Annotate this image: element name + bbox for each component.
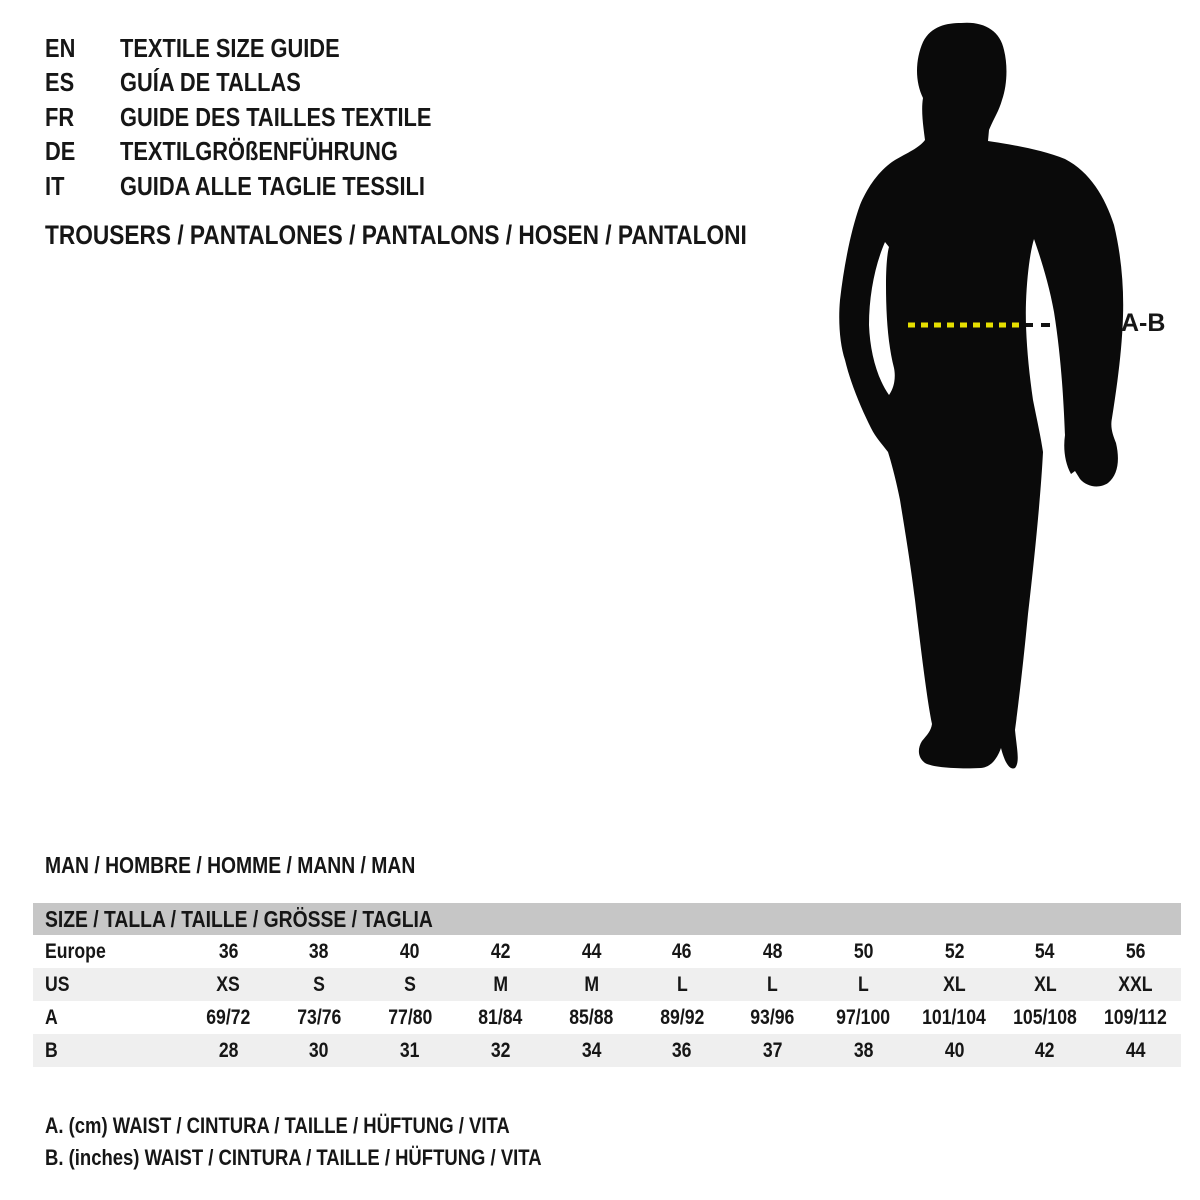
product-heading: TROUSERS / PANTALONES / PANTALONS / HOSEN / PANTALONI (45, 220, 747, 250)
size-table (33, 903, 1181, 1067)
table-cell: 109/112 (1104, 1005, 1168, 1029)
table-cell: 101/104 (922, 1005, 987, 1029)
language-code: FR (45, 101, 75, 132)
row-label: B (45, 1038, 58, 1062)
table-cell: XS (216, 972, 241, 996)
language-label: TEXTILE SIZE GUIDE (120, 32, 340, 63)
table-cell: 73/76 (297, 1005, 342, 1029)
table-cell: L (676, 972, 688, 996)
man-silhouette (839, 23, 1123, 769)
footnote-a: A. (cm) WAIST / CINTURA / TAILLE / HÜFTUNG / VITA (45, 1113, 510, 1138)
table-cell: M (493, 972, 508, 996)
footnote-b: B. (inches) WAIST / CINTURA / TAILLE / HÜFTUNG / VITA (45, 1145, 542, 1170)
table-cell: 36 (218, 939, 239, 963)
table-cell: M (583, 972, 599, 996)
table-cell: XL (1033, 972, 1057, 996)
language-row-de (45, 135, 491, 170)
table-row-us (33, 968, 1181, 1001)
table-cell: 44 (1125, 1038, 1146, 1062)
table-cell: L (858, 972, 869, 996)
table-cell: S (313, 972, 325, 996)
table-row-b-inches (33, 1034, 1181, 1067)
measure-label: A-B (1121, 309, 1166, 337)
language-row-fr (45, 100, 491, 135)
table-cell: 30 (309, 1038, 329, 1062)
table-cell: 28 (218, 1038, 239, 1062)
table-cell: 81/84 (478, 1005, 523, 1029)
table-cell: 105/108 (1013, 1005, 1077, 1029)
table-cell: 50 (853, 939, 874, 963)
table-cell: 38 (309, 939, 329, 963)
table-cell: 56 (1125, 939, 1146, 963)
table-cell: 48 (762, 939, 783, 963)
table-cell: S (403, 972, 416, 996)
table-cell: 34 (581, 1038, 602, 1062)
language-row-en (45, 31, 491, 66)
language-row-it (45, 169, 491, 204)
table-cell: 40 (400, 939, 420, 963)
table-cell: 69/72 (206, 1005, 251, 1029)
table-cell: 52 (944, 939, 965, 963)
language-code: ES (45, 67, 75, 98)
table-cell: 89/92 (659, 1005, 705, 1029)
table-cell: 40 (944, 1038, 965, 1062)
table-cell: XXL (1118, 972, 1153, 996)
table-cell: 37 (762, 1038, 783, 1062)
table-cell: 42 (1035, 1038, 1055, 1062)
table-cell: 97/100 (836, 1005, 891, 1029)
table-cell: 44 (581, 939, 602, 963)
table-cell: 32 (490, 1038, 511, 1062)
man-silhouette-figure (828, 14, 1150, 784)
table-row-europe (33, 935, 1181, 968)
table-cell: 42 (490, 939, 511, 963)
language-label: GUIDA ALLE TAGLIE TESSILI (120, 170, 425, 201)
language-label: TEXTILGRÖßENFÜHRUNG (120, 136, 398, 167)
language-row-es (45, 66, 491, 101)
footnotes (45, 1110, 636, 1174)
language-label: GUÍA DE TALLAS (120, 67, 301, 98)
table-cell: XL (942, 972, 966, 996)
table-cell: 77/80 (387, 1005, 432, 1029)
language-label: GUIDE DES TAILLES TEXTILE (120, 101, 432, 132)
row-label: US (45, 972, 70, 996)
table-cell: 46 (672, 939, 692, 963)
language-code: DE (45, 136, 76, 167)
table-cell: 36 (672, 1038, 692, 1062)
language-code: IT (45, 170, 65, 201)
table-cell: 38 (853, 1038, 874, 1062)
row-label: Europe (45, 939, 106, 963)
language-list (45, 31, 491, 204)
table-cell: 85/88 (569, 1005, 614, 1029)
language-code: EN (45, 32, 76, 63)
table-cell: 93/96 (750, 1005, 795, 1029)
table-row-a-cm (33, 1001, 1181, 1034)
size-table-header: SIZE / TALLA / TAILLE / GRÖSSE / TAGLIA (33, 903, 1181, 935)
row-label: A (45, 1005, 58, 1029)
table-cell: L (767, 972, 779, 996)
table-cell: 54 (1035, 939, 1055, 963)
gender-heading: MAN / HOMBRE / HOMME / MANN / MAN (45, 852, 416, 878)
table-cell: 31 (400, 1038, 420, 1062)
